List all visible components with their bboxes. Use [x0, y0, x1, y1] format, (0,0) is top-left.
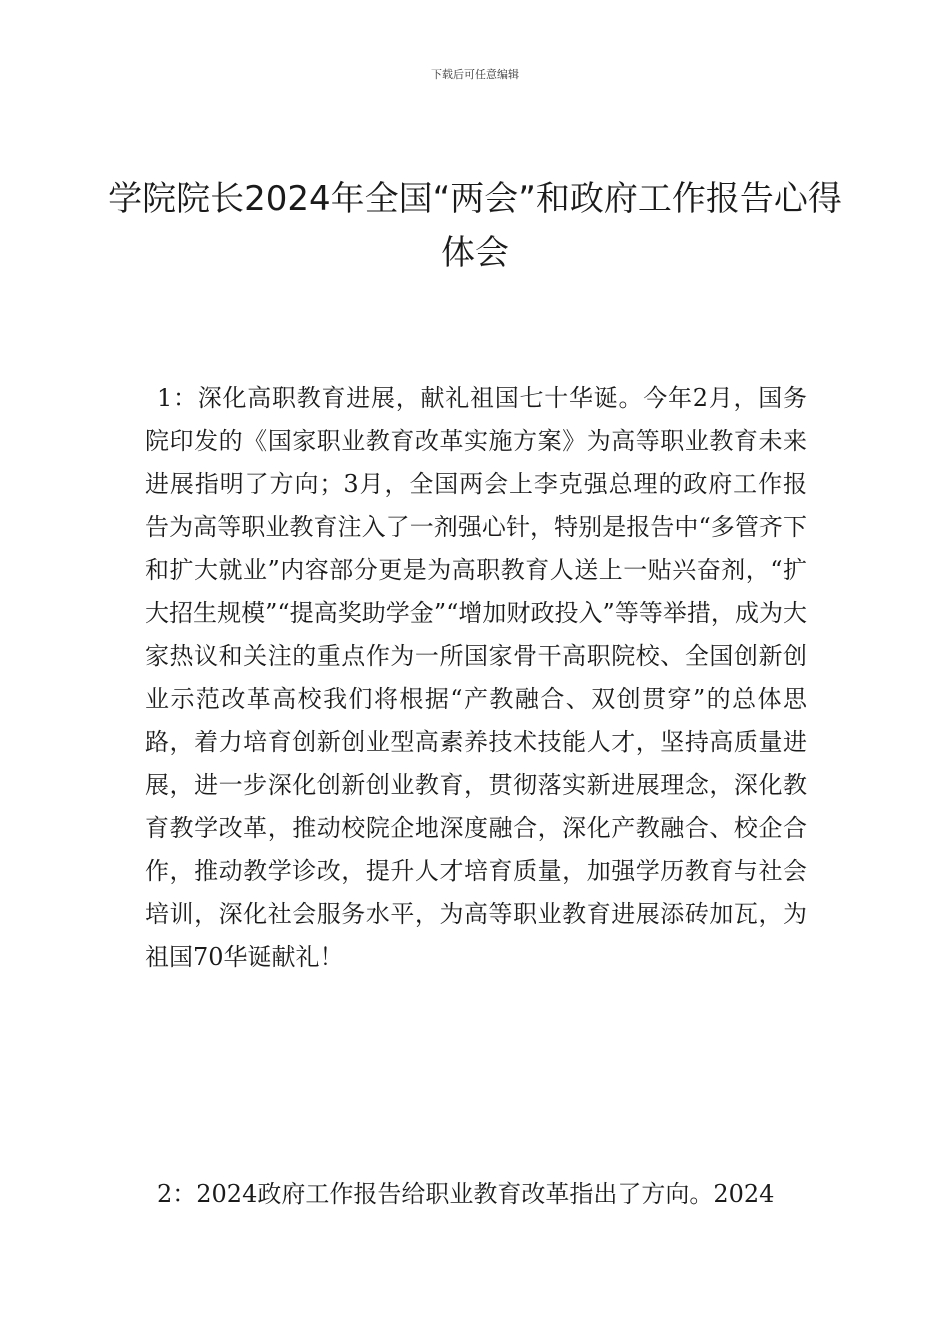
paragraph-2: 2：2024政府工作报告给职业教育改革指出了方向。2024 — [157, 1180, 775, 1208]
document-title: 学院院长2024年全国“两会”和政府工作报告心得体会 — [108, 179, 842, 273]
paragraph-1: 1：深化高职教育进展，献礼祖国七十华诞。今年2月，国务院印发的《国家职业教育改革实施方案》为高等职业教育未来进展指明了方向；3月，全国两会上李克强总理的政府工作报告为高等职业教育注入了一剂强心针，特别是报告中“多管齐下和扩大就业”内容部分更是为高职教育人送上一贴兴奋剂，“扩大招生规模”“提高奖助学金”“增加财政投入”等等举措，成为大家热议和关注的重点作为一所国家骨干高职院校、全国创新创业示范改革高校我们将根据“产教融合、双创贯穿”的总体思路，着力培育创新创业型高素养技术技能人才，坚持高质量进展，进一步深化创新创业教育，贯彻落实新进展理念，深化教育教学改革，推动校院企地深度融合，深化产教融合、校企合作，推动教学诊改，提升人才培育质量，加强学历教育与社会培训，深化社会服务水平，为高等职业教育进展添砖加瓦，为祖国70华诞献礼！ — [145, 384, 807, 971]
header-note: 下载后可任意编辑 — [431, 68, 519, 81]
